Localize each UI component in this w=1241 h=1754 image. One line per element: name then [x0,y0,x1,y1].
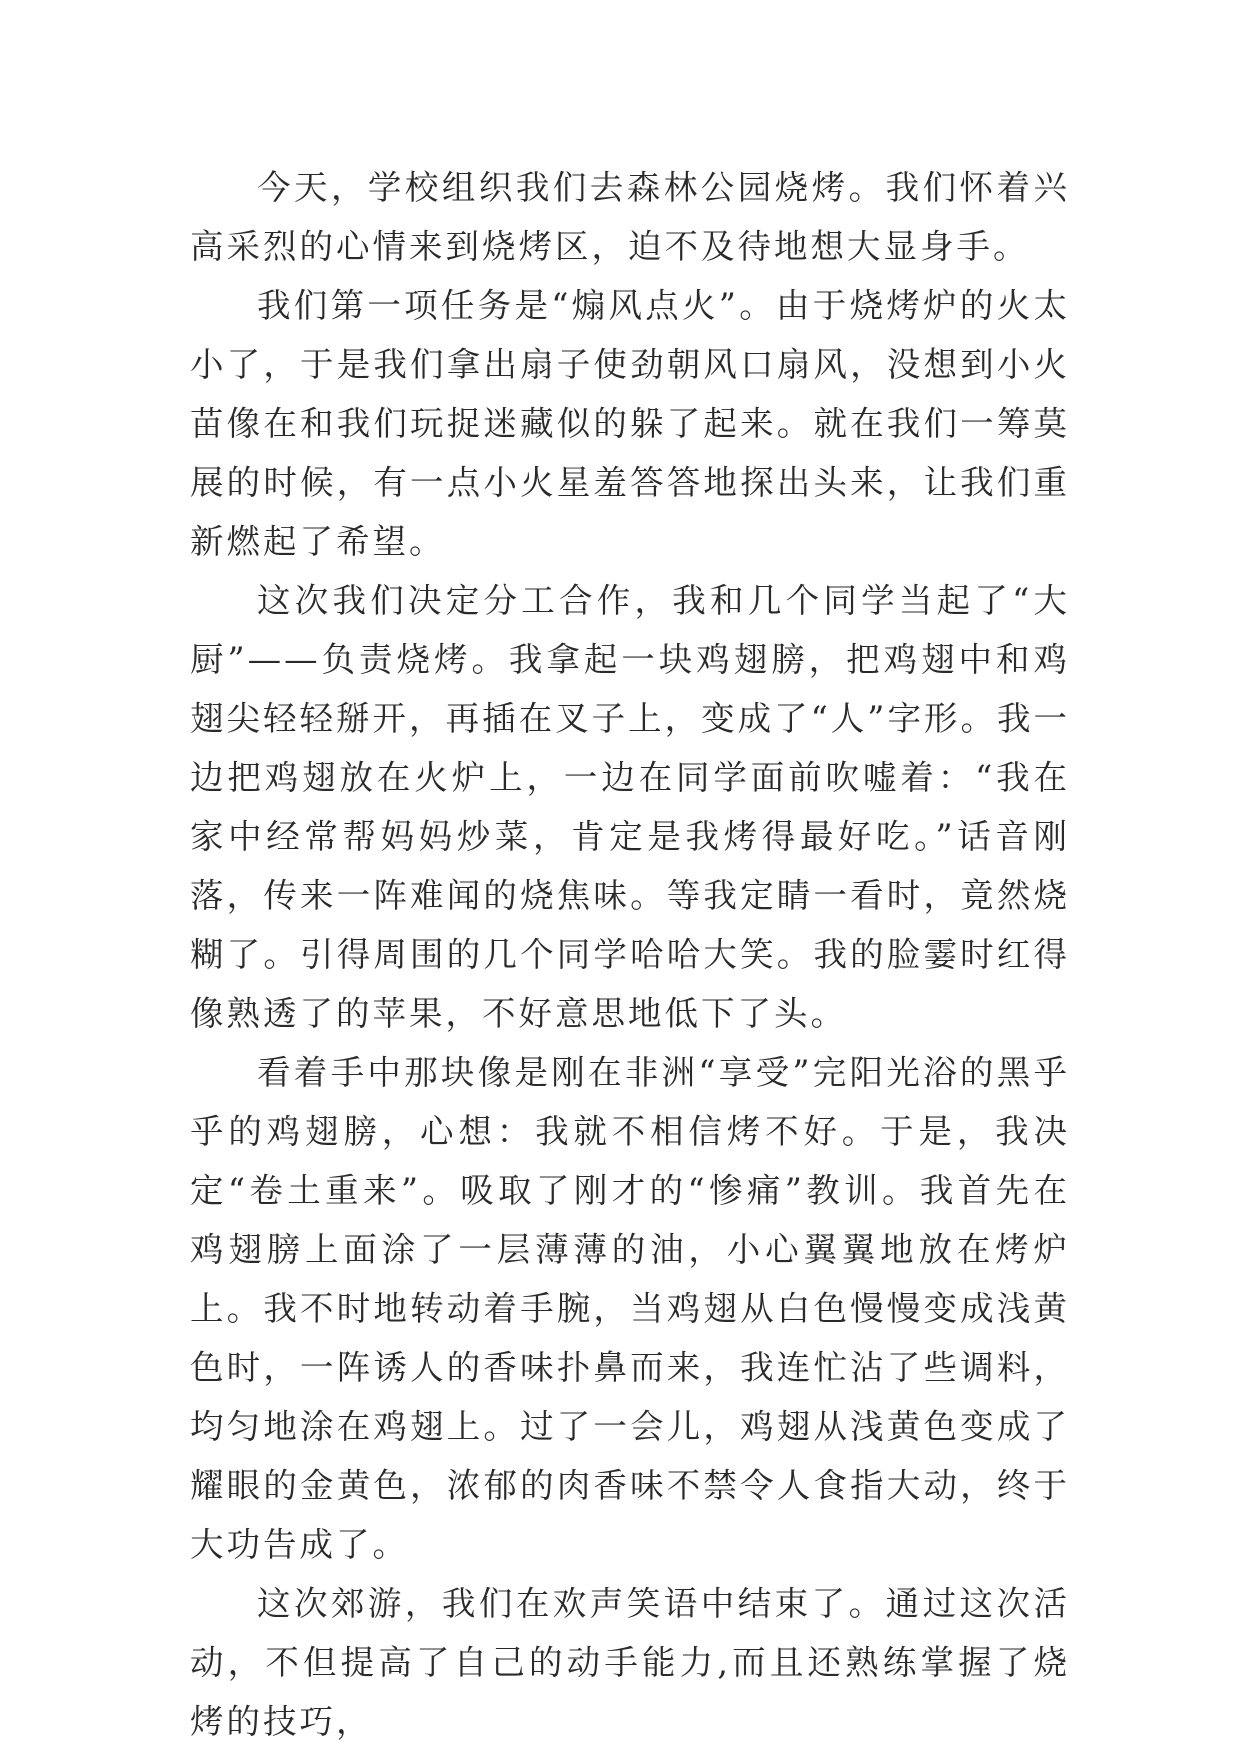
paragraph-4: 看着手中那块像是刚在非洲“享受”完阳光浴的黑乎乎的鸡翅膀，心想：我就不相信烤不好。于是，我决定“卷土重来”。吸取了刚才的“惨痛”教训。我首先在鸡翅膀上面涂了一层薄薄的油，小心翼翼地放在烤炉上。我不时地转动着手腕，当鸡翅从白色慢慢变成浅黄色时，一阵诱人的香味扑鼻而来，我连忙沾了些调料，均匀地涂在鸡翅上。过了一会儿，鸡翅从浅黄色变成了耀眼的金黄色，浓郁的肉香味不禁令人食指大动，终于大功告成了。 [190,1053,1070,1564]
paragraph-3: 这次我们决定分工合作，我和几个同学当起了“大厨”——负责烧烤。我拿起一块鸡翅膀，把鸡翅中和鸡翅尖轻轻掰开，再插在叉子上，变成了“人”字形。我一边把鸡翅放在火炉上，一边在同学面前吹嘘着：“我在家中经常帮妈妈炒菜，肯定是我烤得最好吃。”话音刚落，传来一阵难闻的烧焦味。等我定睛一看时，竟然烧糊了。引得周围的几个同学哈哈大笑。我的脸霎时红得像熟透了的苹果，不好意思地低下了头。 [190,581,1070,1033]
paragraph-5: 这次郊游，我们在欢声笑语中结束了。通过这次活动，不但提高了自己的动手能力,而且还熟练掌握了烧烤的技巧， [190,1584,1070,1741]
essay-body [190,158,1070,1751]
paragraph-2: 我们第一项任务是“煽风点火”。由于烧烤炉的火太小了，于是我们拿出扇子使劲朝风口扇风，没想到小火苗像在和我们玩捉迷藏似的躲了起来。就在我们一筹莫展的时候，有一点小火星羞答答地探出头来，让我们重新燃起了希望。 [190,286,1070,561]
paragraph-1: 今天，学校组织我们去森林公园烧烤。我们怀着兴高采烈的心情来到烧烤区，迫不及待地想大显身手。 [190,168,1070,266]
